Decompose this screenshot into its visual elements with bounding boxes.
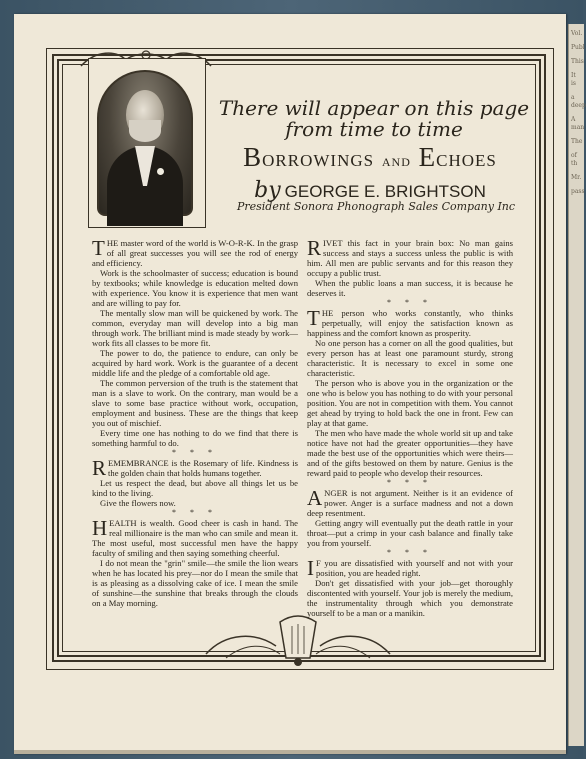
paragraph bbox=[307, 238, 513, 278]
byline-by: by bbox=[254, 178, 281, 203]
drop-cap: T bbox=[92, 236, 105, 260]
paragraph bbox=[307, 308, 513, 338]
title-word-and: AND bbox=[381, 155, 411, 169]
paragraph-text: No one person has a corner on all the good qualities, but every person has at least one paramount sturdy, strong characteristic. It is necessary to excel in some one characteristic. bbox=[307, 338, 513, 378]
paragraph-text: EALTH is wealth. Good cheer is cash in hand. The real millionaire is the man who can smile and mean it. The most useful, most successful men have the happy faculty of smiling and then saying something cheerful. bbox=[92, 518, 298, 558]
next-page-fragment: Mr. bbox=[571, 174, 582, 181]
paragraph-text: Let us respect the dead, but above all things let us be kind to the living. bbox=[92, 478, 298, 498]
paragraph-text: The common perversion of the truth is the statement that man is a slave to work. On the contrary, man would be a slave to some base practice without work, occupation, employment and business. These are the things that keep you out of mischief. bbox=[92, 378, 298, 428]
drop-cap: I bbox=[307, 556, 314, 580]
paragraph-text: F you are dissatisfied with yourself and not with your position, you are headed right. bbox=[316, 558, 513, 578]
paragraph-text: NGER is not argument. Neither is it an evidence of power. Anger is a surface madness and not a down deep resentment. bbox=[307, 488, 513, 518]
section-separator-stars: * * * bbox=[387, 548, 433, 557]
portrait-beard bbox=[129, 120, 161, 142]
section-separator-stars: * * * bbox=[387, 478, 433, 487]
next-page-fragment: A man bbox=[571, 116, 585, 131]
next-page-fragment: This bbox=[571, 58, 584, 65]
section-separator-stars: * * * bbox=[172, 448, 218, 457]
paragraph-text: IVET this fact in your brain box: No man gains success and stays a success unless the public is with him. All men are public servants and for this reason they occupy a public trust. bbox=[307, 238, 513, 278]
next-page-edge bbox=[568, 24, 584, 746]
paragraph bbox=[92, 348, 298, 378]
paragraph bbox=[92, 478, 298, 498]
paragraph bbox=[92, 428, 298, 448]
paragraph-text: I do not mean the "grin" smile—the smile the lion wears when he has located his prey—nor do I mean the smile that is as pleasing as a dissolving cake of ice. I mean the smile of sunshine—the sunshine that breaks through the clouds on a May morning. bbox=[92, 558, 298, 608]
paragraph bbox=[307, 518, 513, 548]
title-initial-b: B bbox=[243, 142, 263, 172]
drop-cap: R bbox=[92, 456, 107, 480]
bottom-lyre-ornament bbox=[196, 612, 400, 668]
drop-cap: R bbox=[307, 236, 322, 260]
paragraph bbox=[92, 268, 298, 308]
paragraph bbox=[307, 558, 513, 578]
paragraph bbox=[92, 458, 298, 478]
paragraph bbox=[92, 518, 298, 558]
paragraph bbox=[307, 488, 513, 518]
paragraph-text: EMEMBRANCE is the Rosemary of life. Kindness is the golden chain that holds humans together. bbox=[108, 458, 298, 478]
title-word-borrowings: ORROWINGS bbox=[262, 151, 375, 170]
paragraph bbox=[307, 278, 513, 298]
paragraph bbox=[92, 558, 298, 608]
section-separator-stars: * * * bbox=[387, 298, 433, 307]
next-page-fragment: a deep bbox=[571, 94, 586, 109]
next-page-fragment: of th bbox=[571, 152, 578, 167]
paragraph bbox=[92, 238, 298, 268]
page-stack-edge bbox=[14, 750, 566, 754]
author-role: President Sonora Phonograph Sales Company Inc bbox=[236, 200, 516, 213]
paragraph bbox=[307, 428, 513, 478]
paragraph bbox=[92, 308, 298, 348]
paragraph bbox=[307, 378, 513, 428]
author-portrait bbox=[97, 70, 193, 216]
drop-cap: A bbox=[307, 486, 323, 510]
page-title bbox=[210, 142, 530, 173]
right-column bbox=[307, 238, 513, 618]
paragraph-text: The men who have made the whole world sit up and take notice have not had the greater opportunities—they have made the best use of the opportunities which were theirs—and of the gifts bestowed on them by nature. Genius is the reward paid to people who develop their resources. bbox=[307, 428, 513, 478]
next-page-fragment: The bbox=[571, 138, 583, 145]
next-page-fragment: Vol. bbox=[571, 30, 583, 37]
paragraph bbox=[92, 378, 298, 428]
paragraph bbox=[307, 338, 513, 378]
paragraph-text: Every time one has nothing to do we find that there is something harmful to do. bbox=[92, 428, 298, 448]
title-initial-e: E bbox=[418, 142, 437, 172]
next-page-fragment: Publ bbox=[571, 44, 585, 51]
paragraph bbox=[92, 498, 298, 508]
paragraph-text: Getting angry will eventually put the death rattle in your throat—put a crimp in your cash balance and finally take you from yourself. bbox=[307, 518, 513, 548]
next-page-fragment: pass bbox=[571, 188, 585, 195]
paragraph-text: HE master word of the world is W-O-R-K. In the grasp of all great successes you will see the rod of energy and efficiency. bbox=[92, 238, 298, 268]
paragraph-text: The power to do, the patience to endure, can only be acquired by hard work. Work is the guarantee of a decent middle life and the pledge of a comfortable old age. bbox=[92, 348, 298, 378]
title-word-echoes: CHOES bbox=[436, 151, 497, 170]
paragraph-text: When the public loans a man success, it is because he deserves it. bbox=[307, 278, 513, 298]
intro-script-line: There will appear on this page from time to time bbox=[218, 96, 530, 141]
paragraph-text: The mentally slow man will be quickened by work. The common, everyday man will develop into a big man through work. The brilliant mind is made steady by work—work fits all classes to be more fit. bbox=[92, 308, 298, 348]
left-column bbox=[92, 238, 298, 608]
paragraph-text: Work is the schoolmaster of success; education is bound by textbooks; while knowledge is education melted down with experience. You know it is experience that men want and are willing to pay for. bbox=[92, 268, 298, 308]
paragraph-text: The person who is above you in the organization or the one who is below you has nothing to do with your personal position. You are not in competition with them. You cannot get ahead by trying to hold back the one in front. Few can play at that game. bbox=[307, 378, 513, 428]
author-name: GEORGE E. BRIGHTSON bbox=[284, 182, 486, 201]
paragraph-text: HE person who works constantly, who thinks perpetually, will enjoy the satisfaction known as happiness and the comfort known as prosperity. bbox=[307, 308, 513, 338]
paragraph-text: Don't get dissatisfied with your job—get thoroughly discontented with yourself. Your job is merely the medium, the instrumentality through which you demonstrate yourself to be a man or a manikin. bbox=[307, 578, 513, 618]
paragraph-text: Give the flowers now. bbox=[100, 498, 176, 508]
boutonniere-icon bbox=[157, 168, 164, 175]
next-page-fragment: It is bbox=[571, 72, 576, 87]
drop-cap: H bbox=[92, 516, 108, 540]
section-separator-stars: * * * bbox=[172, 508, 218, 517]
drop-cap: T bbox=[307, 306, 320, 330]
